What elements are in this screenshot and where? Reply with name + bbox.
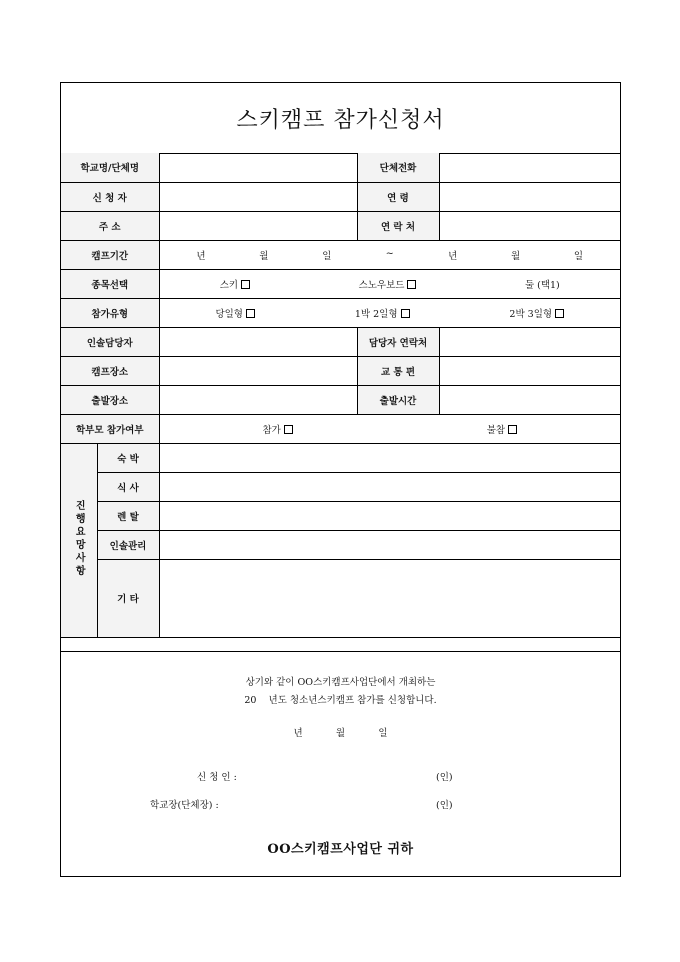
option-snowboard[interactable]: 스노우보드 <box>359 277 417 291</box>
label-supervision: 인솔관리 <box>97 530 159 559</box>
row-supervision <box>61 530 620 559</box>
label-departure-place: 출발장소 <box>61 385 159 414</box>
label-location: 캠프장소 <box>61 356 159 385</box>
row-address <box>61 211 620 240</box>
principal-sign-label: 학교장(단체장) : <box>150 800 219 811</box>
label-address: 주 소 <box>61 211 159 240</box>
option-ski[interactable]: 스키 <box>220 277 250 291</box>
label-period: 캠프기간 <box>61 240 159 269</box>
row-event <box>61 269 620 298</box>
label-leader-contact: 담당자 연락처 <box>357 327 439 356</box>
applicant-sign-label: 신 청 인 : <box>197 772 237 783</box>
label-applicant: 신 청 자 <box>61 182 159 211</box>
option-day[interactable]: 당일형 <box>215 306 255 320</box>
label-lodging: 숙 박 <box>97 443 159 472</box>
row-applicant <box>61 182 620 211</box>
checkbox-one-night[interactable] <box>401 309 410 318</box>
label-transport: 교 통 편 <box>357 356 439 385</box>
label-leader: 인솔담당자 <box>61 327 159 356</box>
row-rental <box>61 501 620 530</box>
field-leader-contact[interactable] <box>439 327 620 356</box>
checkbox-attend[interactable] <box>284 425 293 434</box>
period-day-1: 일 <box>322 250 332 262</box>
field-period[interactable] <box>159 240 620 269</box>
period-year-1: 년 <box>196 250 206 262</box>
field-departure-place[interactable] <box>159 385 357 414</box>
row-consent <box>61 414 620 443</box>
period-tilde: ~ <box>385 247 394 259</box>
option-attend[interactable]: 참가 <box>262 422 292 436</box>
applicant-seal: (인) <box>436 772 453 783</box>
field-supervision[interactable] <box>159 530 620 559</box>
field-departure-time[interactable] <box>439 385 620 414</box>
statement-line-2: 20 년도 청소년스키캠프 참가를 신청합니다. <box>244 695 437 706</box>
row-location <box>61 356 620 385</box>
checkbox-two-nights[interactable] <box>555 309 564 318</box>
period-month-2: 월 <box>510 250 521 262</box>
field-other[interactable] <box>159 559 620 637</box>
field-group-phone[interactable] <box>439 153 620 182</box>
checkbox-ski[interactable] <box>241 280 250 289</box>
principal-seal: (인) <box>436 800 453 811</box>
field-contact[interactable] <box>439 211 620 240</box>
label-school: 학교명/단체명 <box>61 153 159 182</box>
label-group-phone: 단체전화 <box>357 153 439 182</box>
row-lodging <box>61 443 620 472</box>
field-rental[interactable] <box>159 501 620 530</box>
checkbox-absent[interactable] <box>508 425 517 434</box>
label-event: 종목선택 <box>61 269 159 298</box>
checkbox-snowboard[interactable] <box>407 280 416 289</box>
row-leader <box>61 327 620 356</box>
option-both: 둘 (택1) <box>524 279 560 291</box>
date-month: 월 <box>335 728 346 739</box>
row-other <box>61 559 620 637</box>
label-other: 기 타 <box>97 559 159 637</box>
field-meal[interactable] <box>159 472 620 501</box>
field-leader[interactable] <box>159 327 357 356</box>
row-meal <box>61 472 620 501</box>
application-form <box>60 82 621 877</box>
option-one-night[interactable]: 1박 2일형 <box>355 306 410 320</box>
field-age[interactable] <box>439 182 620 211</box>
option-absent[interactable]: 불참 <box>487 422 517 436</box>
form-title: 스키캠프 참가신청서 <box>61 83 620 154</box>
statement-line-1: 상기와 같이 OO스키캠프사업단에서 개최하는 <box>245 677 436 688</box>
row-participation <box>61 298 620 327</box>
checkbox-day[interactable] <box>246 309 255 318</box>
row-departure <box>61 385 620 414</box>
form-table <box>61 153 620 638</box>
label-meal: 식 사 <box>97 472 159 501</box>
label-departure-time: 출발시간 <box>357 385 439 414</box>
field-applicant[interactable] <box>159 182 357 211</box>
period-day-2: 일 <box>573 250 584 262</box>
declaration-date <box>61 725 620 739</box>
option-two-nights[interactable]: 2박 3일형 <box>509 306 564 320</box>
label-age: 연 령 <box>357 182 439 211</box>
row-school <box>61 153 620 182</box>
date-day: 일 <box>378 728 388 739</box>
declaration-section <box>61 651 620 878</box>
period-year-2: 년 <box>448 250 458 262</box>
addressee: OO스키캠프사업단 귀하 <box>267 842 414 857</box>
label-contact: 연 락 처 <box>357 211 439 240</box>
date-year: 년 <box>293 728 303 739</box>
label-parent-consent: 학부모 참가여부 <box>61 414 159 443</box>
period-month-1: 월 <box>259 250 269 262</box>
field-location[interactable] <box>159 356 357 385</box>
label-notes-group: 진행요망사항 <box>61 443 97 637</box>
label-rental: 렌 탈 <box>97 501 159 530</box>
field-lodging[interactable] <box>159 443 620 472</box>
field-school[interactable] <box>159 153 357 182</box>
row-period <box>61 240 620 269</box>
label-participation: 참가유형 <box>61 298 159 327</box>
field-transport[interactable] <box>439 356 620 385</box>
field-address[interactable] <box>159 211 357 240</box>
